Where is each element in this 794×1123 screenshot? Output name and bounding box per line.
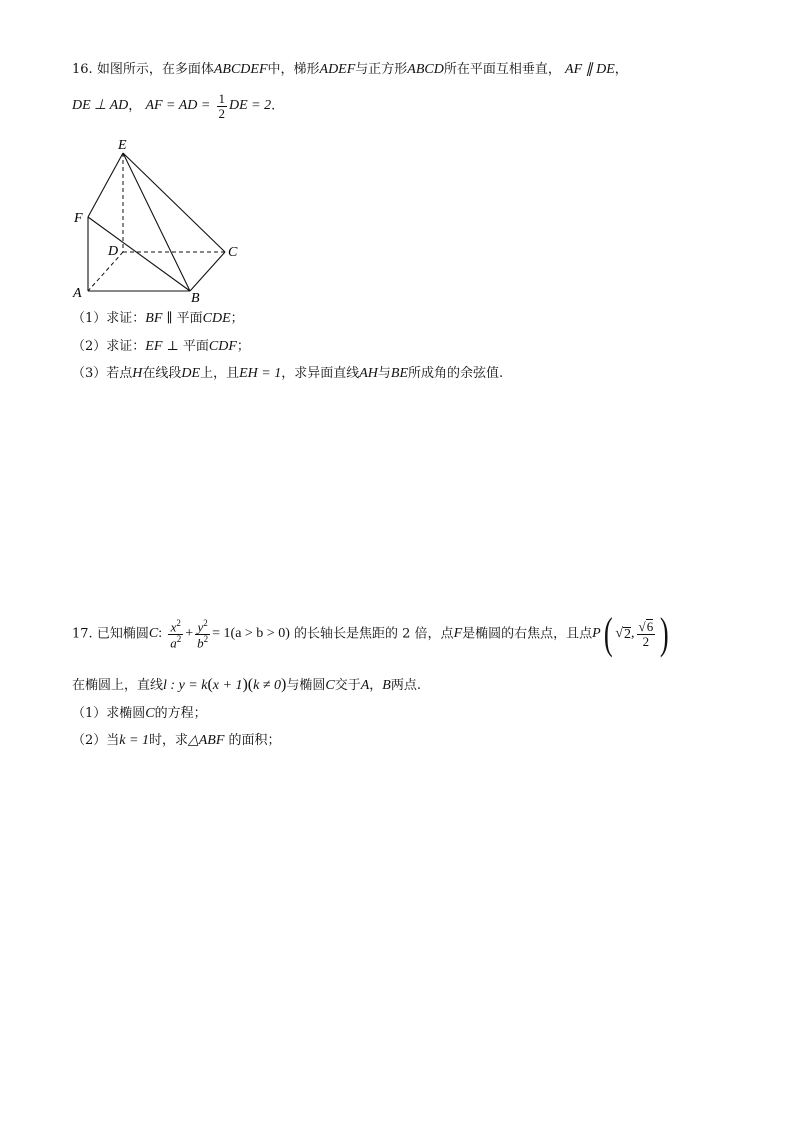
q16-text: 与正方形 [355, 62, 408, 77]
q16-text: （1）求证： [72, 311, 146, 326]
q17-math: C [148, 626, 159, 641]
q16-text: （3）若点 [72, 366, 133, 381]
q17-part-1 [72, 707, 207, 721]
q16-math: EF [145, 339, 163, 354]
q17-stem-line1 [72, 609, 672, 658]
q16-fraction [217, 92, 228, 120]
q16-text: ， [614, 62, 628, 77]
q16-text: . [271, 98, 276, 114]
q16-math: AF = AD = [145, 98, 211, 114]
q17-math: , [631, 626, 635, 641]
q16-polyhedron-figure [60, 135, 320, 305]
sqrt-sign: √ [638, 619, 646, 635]
edge-EB [123, 153, 190, 291]
q17-math: C [145, 706, 155, 721]
q17-text: 是椭圆的右焦点，且点 [462, 626, 593, 642]
fraction-denominator: 2 [642, 634, 650, 649]
q17-text: 的长轴长是焦距的 2 倍，点 [294, 626, 454, 642]
q16-text: 在线段 [142, 366, 182, 381]
q17-stem-line2: 在椭圆上，直线l : y = k(x + 1)(k ≠ 0)与椭圆C交于A，B两点. [72, 676, 421, 693]
q16-text: 与 [377, 366, 391, 381]
q16-math: ABCDEF [213, 62, 268, 77]
q17-fraction-p [637, 619, 656, 648]
q16-text: （2）求证： [72, 339, 146, 354]
q16-math: ABCD [407, 62, 444, 77]
vertex-label-C: C [228, 245, 238, 260]
q16-text: ； [236, 339, 250, 354]
exponent: 2 [203, 617, 208, 628]
q16-math: EH = 1 [239, 366, 282, 381]
q16-math: H [132, 366, 143, 381]
q17-math: (a > b > 0) [230, 626, 290, 641]
q16-text: ， [128, 98, 142, 114]
edge-EF [88, 153, 123, 217]
exponent: 2 [176, 633, 182, 644]
vertex-label-D: D [108, 244, 119, 259]
q16-part-1 [72, 312, 244, 326]
q16-text: ∥ 平面 [166, 311, 203, 326]
q17-text: 在椭圆上，直线 [72, 678, 164, 693]
vertex-label-E: E [118, 138, 127, 153]
fraction-denominator: b [197, 634, 204, 650]
q16-text: ⊥ 平面 [166, 339, 209, 354]
q17-text: 两点. [390, 678, 421, 693]
q17-text: 与椭圆 [286, 678, 326, 693]
edge-EC [123, 153, 225, 252]
q16-text: ，求异面直线 [281, 366, 360, 381]
edge-BC [190, 252, 225, 291]
q16-math: DE ⊥ AD [72, 98, 129, 114]
q16-text: ； [230, 311, 244, 326]
vertex-label-F: F [74, 211, 83, 226]
q16-math: DE [181, 366, 201, 381]
q17-number: 17. [72, 626, 93, 642]
q17-math: + [185, 626, 194, 641]
q16-math: ADEF [319, 62, 356, 77]
q17-text: 时，求 [148, 733, 188, 748]
fraction-numerator: 6 [646, 619, 654, 635]
fraction-numerator: x [170, 618, 177, 634]
q17-text: （1）求椭圆 [72, 706, 146, 721]
q17-text: 已知椭圆 [96, 626, 149, 642]
q16-part-2 [72, 340, 250, 354]
fraction-denominator: a [170, 634, 177, 650]
exponent: 2 [203, 633, 209, 644]
left-paren: ( [603, 609, 613, 658]
q16-math: BE [390, 366, 409, 381]
q17-math: k = 1 [119, 733, 149, 748]
q16-number: 16. [72, 62, 93, 77]
q16-text: 所在平面互相垂直， [443, 62, 561, 77]
q16-math: CDF [208, 339, 237, 354]
fraction-numerator: 1 [218, 91, 225, 106]
q17-text: ， [369, 678, 383, 693]
fraction-numerator: y [197, 618, 204, 634]
edge-FB [88, 217, 190, 291]
q17-math: B [382, 678, 391, 693]
q17-math: △ABF [187, 733, 225, 748]
q17-math: 2 [624, 626, 632, 642]
q17-math: = 1 [212, 626, 231, 641]
q17-math: x + 1 [212, 678, 243, 693]
q16-stem-line1 [72, 63, 628, 77]
q17-text: 的面积； [228, 733, 281, 748]
q16-text: 所成角的余弦值. [408, 366, 504, 381]
q17-math: l : y = k [163, 678, 208, 693]
q16-text: 上，且 [200, 366, 240, 381]
q17-text: 的方程； [154, 706, 207, 721]
q16-text: 中，梯形 [267, 62, 320, 77]
vertex-label-A: A [73, 286, 82, 301]
q16-math: AH [359, 366, 378, 381]
q17-math: : [158, 626, 163, 641]
q16-math: CDE [202, 311, 231, 326]
right-paren: ) [660, 609, 669, 658]
q16-math: BF [145, 311, 163, 326]
q17-text: （2）当 [72, 733, 120, 748]
q16-math: DE = 2 [229, 98, 272, 114]
q17-text: 交于 [334, 678, 361, 693]
q16-text: 如图所示，在多面体 [96, 62, 214, 77]
q16-part-3 [72, 367, 503, 381]
fraction-denominator: 2 [218, 105, 225, 121]
q17-part-2 [72, 734, 281, 748]
q17-math: k ≠ 0 [253, 678, 282, 693]
q17-fraction-x [168, 619, 183, 650]
q17-fraction-y [195, 619, 210, 650]
q16-math: AF ∥ DE [565, 62, 615, 77]
sqrt-sign: √ [615, 626, 624, 641]
q17-math: C [325, 678, 335, 693]
q17-math: P [592, 626, 601, 641]
vertex-label-B: B [191, 291, 200, 305]
q17-math: F [453, 626, 463, 641]
exponent: 2 [176, 617, 181, 628]
q16-stem-line2 [72, 92, 275, 120]
q17-math: A [360, 678, 370, 693]
